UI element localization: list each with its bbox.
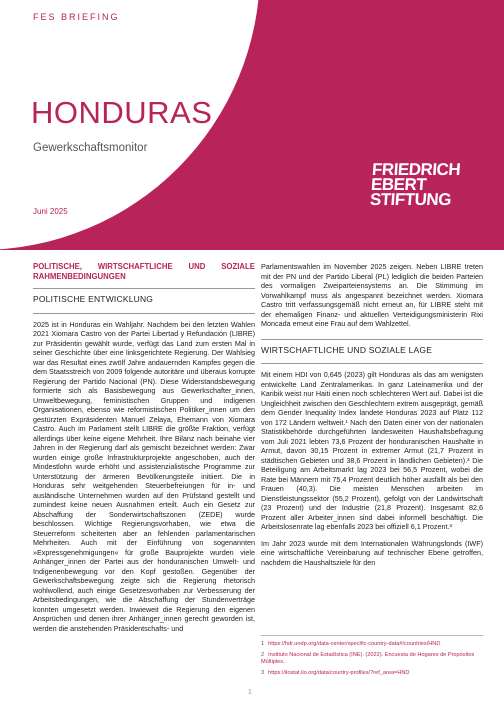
footnote-number: 1 <box>261 641 265 647</box>
footnotes <box>261 635 483 680</box>
cover-band <box>0 0 504 250</box>
footnote <box>261 652 483 667</box>
body-paragraph: 2025 ist in Honduras ein Wahljahr. Nachdem bei den letzten Wahlen 2021 Xiomara Castro von der Partei Libertad y Refundación (LIBRE) zur Präsidentin gewählt wurde, verfügt das Land zum ersten Mal in seiner Geschichte über eine linksgerichtete Regierung. Der Wahlsieg war das Resultat eines zwölf Jahre andauernden Kampfes gegen die dem Staatsstreich von 2009 folgende autoritäre und überaus korrupte Regierung der Partido Nacional (PN). Diese Widerstandsbewegung formierte sich als Basisbewegung aus Gewerkschafter_innen, Umweltbewegung, feministischen Gruppen und indigenen Organisationen, ebenso wie reformistischen Politiker_innen um den gestürzten Expräsidenten Manuel Zelaya, Ehemann von Xiomara Castro. Auch im Parlament stellt LIBRE die größte Fraktion, verfügt allerdings über keine eigene Mehrheit. Ihre Bilanz nach beinahe vier Jahren in der Regierung darf als gemischt bezeichnet werden: Zwar wurden einige große Infrastrukturprojekte angeschoben, auch der Mindestlohn wurde erhöht und assistenzialistische Programme zur Unterstützung der ärmeren Bevölkerungsteile initiiert. Die in Honduras sehr weitgehenden Steuerbefreiungen für in- und ausländische Unternehmen wurden auf den Prüfstand gestellt und zumindest keine neuen Ausnahmen erteilt. Auch ein Gesetz zur Abschaffung der Sonderwirtschaftszonen (ZEDE) wurde beschlossen. Wichtige Regierungsvorhaben, wie etwa die Steuerreform scheiterten aber an fehlenden parlamentarischen Mehrheiten. Auch mit der Einführung von sogenannten »Expressgenehmigungen« für große Bauprojekte wurden viele Anhänger_innen der Partei aus der honduranischen Umwelt- und Indigenenbewegung vor den Kopf gestoßen. Gegenüber der Gewerkschaftsbewegung zeigte sich die Regierung rhetorisch wohlwollend, auch einige Gesetzesvorhaben zur Verbesserung der Arbeitsbedingungen, wie die Abschaffung der Stundenverträge konnten umgesetzt werden. Inwieweit die Regierung den eigenen Ansprüchen und denen ihrer Anhänger_innen gerecht geworden ist, werden die anstehenden Präsidentschafts- und <box>33 319 255 633</box>
footnote-link[interactable]: https://hdr.undp.org/data-center/specific-country-data#/countries/HND <box>268 641 441 647</box>
subheading-economic: WIRTSCHAFTLICHE UND SOZIALE LAGE <box>261 344 433 355</box>
logo-line: FRIEDRICH <box>371 160 461 179</box>
page-number: 1 <box>248 689 252 696</box>
body-paragraph: Parlamentswahlen im November 2025 zeigen. Neben LIBRE treten mit der PN und der Partido Liberal (PL) lediglich die beiden Parteien des vormaligen Zweiparteiensystems an. Die Stimmung im Vorwahlkampf muss als angespannt bezeichnet werden. Xiomara Castro tritt verfassungsgemäß nicht erneut an, für LIBRE steht mit der ehemaligen Finanz- und aktuellen Verteidigungsministerin Rixi Moncada erneut eine Frau auf dem Wahlzettel. <box>261 262 483 328</box>
right-column <box>261 262 483 574</box>
logo-line: STIFTUNG <box>369 190 452 209</box>
body-paragraph: Im Jahr 2023 wurde mit dem Internationalen Währungsfonds (IWF) eine wirtschaftliche Vereinbarung auf technischer Ebene getroffen, nachdem die Haushaltsziele für den <box>261 538 483 567</box>
footnote-link[interactable]: https://ilostat.ilo.org/data/country-profiles/?ref_area=HND <box>268 669 410 676</box>
subheading-political: POLITISCHE ENTWICKLUNG <box>33 294 154 304</box>
logo-line: EBERT <box>370 175 427 194</box>
footnote <box>261 641 483 649</box>
section-heading: POLITISCHE, WIRTSCHAFTLICHE UND SOZIALE RAHMENBEDINGUNGEN <box>33 262 255 281</box>
divider <box>261 339 483 340</box>
body-paragraph: Mit einem HDI von 0,645 (2023) gilt Honduras als das am wenigsten entwickelte Land Zentralamerikas. In ganz Lateinamerika und der Karibik weist nur Haiti einen noch schlechteren Wert auf. Dabei ist die Ungleichheit zwischen den Geschlechtern extrem ausgeprägt, gemäß dem Gender Inequality Index landete Honduras 2023 auf Platz 112 von 172 Ländern weltweit.¹ Nach den Daten einer von der nationalen Statistikbehörde durchgeführten landesweiten Haushaltsbefragung vom Juli 2021 lebten 73,6 Prozent der honduranischen Haushalte in Armut, davon 30,15 Prozent in extremer Armut (21,7 Prozent in städtischen Gebieten und 38,6 Prozent in ländlichen Gebieten).² Die Beteiligung am Arbeitsmarkt lag 2023 bei 56,5 Prozent, wobei die Rate bei Männern mit 75,4 Prozent deutlich höher ausfällt als bei den Frauen (40,3). Die meisten Menschen arbeiten im Dienstleistungssektor (55,2 Prozent), gefolgt von der Landwirtschaft (23 Prozent) und der Industrie (21,8 Prozent). Insgesamt 82,6 Prozent aller Arbeiter_innen sind dabei informell beschäftigt. Die Arbeitslosenrate lag ebenfalls 2023 bei offiziell 6,1 Prozent.³ <box>261 370 483 531</box>
footnote <box>261 670 483 678</box>
divider <box>33 288 255 289</box>
footnote-text: Instituto Nacional de Estadística (INE). (2022). Encuesta de Hogares de Propósitos Múltiples. <box>261 651 475 665</box>
series-label: FES BRIEFING <box>33 12 120 22</box>
publication-date: Juni 2025 <box>33 207 68 216</box>
footnote-number: 2 <box>261 651 265 658</box>
divider <box>33 313 255 314</box>
fes-logo <box>369 162 492 207</box>
footnote-divider <box>261 635 483 636</box>
divider <box>261 363 483 364</box>
footnote-number: 3 <box>261 669 265 676</box>
document-subtitle: Gewerkschaftsmonitor <box>33 142 148 154</box>
document-title: HONDURAS <box>31 95 213 130</box>
left-column <box>33 262 255 640</box>
